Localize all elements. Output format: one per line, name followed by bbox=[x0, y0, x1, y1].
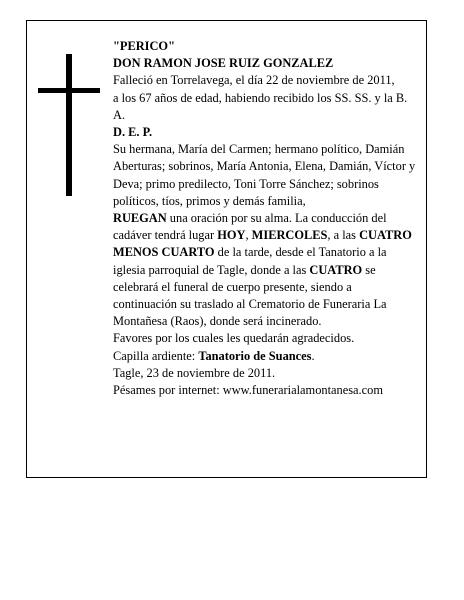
date-place: Tagle, 23 de noviembre de 2011. bbox=[113, 365, 276, 380]
request-paragraph: RUEGAN una oración por su alma. La conducción del cadáver tendrá lugar HOY, MIERCOLES, a las CUATRO MENOS CUARTO de la tarde, desde el Tanatorio a la iglesia parroquial de Tagle, donde a las CUATRO se celebrará el funeral de cuerpo presente, siendo a continuación su traslado al Crematorio de Funeraria La Montañesa (Raos), donde será incinerado. bbox=[113, 211, 412, 329]
dep-line: D. E. P. bbox=[113, 125, 153, 140]
time-cuatro-menos-cuarto: CUATRO MENOS CUARTO bbox=[113, 228, 412, 260]
cross-icon bbox=[66, 54, 72, 196]
ruegan-word: RUEGAN bbox=[113, 211, 167, 226]
cross-icon-bar bbox=[38, 88, 100, 93]
hoy-word: HOY bbox=[217, 228, 246, 243]
age-notice: a los 67 años de edad, habiendo recibido los SS. SS. y la B. A. bbox=[113, 90, 408, 122]
time-cuatro: CUATRO bbox=[309, 262, 363, 277]
chapel-place: Tanatorio de Suances bbox=[198, 348, 312, 363]
condolences-line: Pésames por internet: www.funerarialamontanesa.com bbox=[113, 383, 383, 398]
nickname: "PERICO" bbox=[113, 39, 175, 53]
death-notice: Falleció en Torrelavega, el día 22 de noviembre de 2011, bbox=[113, 73, 395, 88]
thanks-line: Favores por los cuales les quedarán agradecidos. bbox=[113, 331, 355, 346]
family-list: Su hermana, María del Carmen; hermano político, Damián Aberturas; sobrinos, María Antonia, Elena, Damián, Víctor y Deva; primo predilecto, Toni Torre Sánchez; sobrinos políticos, tíos, primos y demás familia, bbox=[113, 142, 416, 208]
deceased-name: DON RAMON JOSE RUIZ GONZALEZ bbox=[113, 56, 334, 71]
obituary-text bbox=[113, 38, 416, 399]
chapel-line: Capilla ardiente: Tanatorio de Suances. bbox=[113, 348, 315, 363]
miercoles-word: MIERCOLES bbox=[251, 228, 328, 243]
